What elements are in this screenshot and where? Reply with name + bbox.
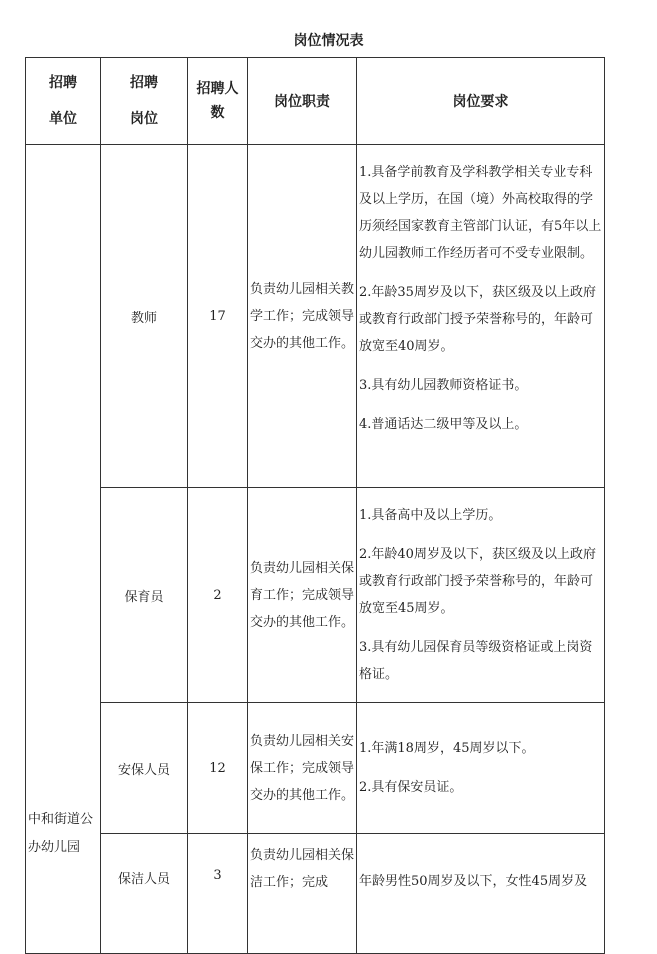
position-cell: 安保人员 (101, 703, 188, 834)
header-count: 招聘人 数 (188, 58, 248, 145)
duty-cell: 负责幼儿园相关保育工作；完成领导交办的其他工作。 (248, 488, 357, 703)
requirement-item: 3.具有幼儿园教师资格证书。 (359, 378, 528, 393)
table-title: 岗位情况表 (293, 33, 364, 49)
requirement-item: 年龄男性50周岁及以下，女性45周岁及 (359, 874, 588, 889)
header-position: 招聘 岗位 (101, 58, 188, 145)
position-cell: 保洁人员 (101, 834, 188, 954)
table-row (26, 488, 605, 703)
requirement-cell (357, 834, 605, 954)
table-row (26, 703, 605, 834)
table-row (26, 145, 605, 488)
requirement-item: 4.普通话达二级甲等及以上。 (359, 417, 528, 432)
requirement-item: 1.年满18周岁，45周岁以下。 (359, 741, 535, 756)
position-cell: 保育员 (101, 488, 188, 703)
requirement-cell (357, 488, 605, 703)
requirement-item: 3.具有幼儿园保育员等级资格证或上岗资格证。 (359, 640, 593, 682)
requirement-item: 2.具有保安员证。 (359, 780, 463, 795)
duty-cell: 负责幼儿园相关教学工作；完成领导交办的其他工作。 (248, 145, 357, 488)
count-cell: 17 (188, 145, 248, 488)
header-requirement: 岗位要求 (357, 58, 605, 145)
header-duty: 岗位职责 (248, 58, 357, 145)
table-row (26, 834, 605, 954)
requirement-cell (357, 145, 605, 488)
requirement-item: 1.具备学前教育及学科教学相关专业专科及以上学历，在国（境）外高校取得的学历须经国家教育主管部门认证，有5年以上幼儿园教师工作经历者可不受专业限制。 (359, 165, 602, 261)
position-cell: 教师 (101, 145, 188, 488)
requirement-cell (357, 703, 605, 834)
count-cell: 3 (188, 834, 248, 954)
requirement-item: 2.年龄40周岁及以下，获区级及以上政府或教育行政部门授予荣誉称号的，年龄可放宽至45周岁。 (359, 547, 596, 616)
duty-cell: 负责幼儿园相关保洁工作；完成 (248, 834, 357, 954)
requirement-item: 1.具备高中及以上学历。 (359, 508, 502, 523)
requirement-item: 2.年龄35周岁及以下，获区级及以上政府或教育行政部门授予荣誉称号的，年龄可放宽至40周岁。 (359, 285, 596, 354)
position-table (25, 57, 605, 954)
duty-cell: 负责幼儿园相关安保工作；完成领导交办的其他工作。 (248, 703, 357, 834)
header-row (26, 58, 605, 145)
unit-name: 中和街道公办幼儿园 (28, 812, 94, 855)
unit-name-cell (26, 145, 101, 954)
count-cell: 12 (188, 703, 248, 834)
count-cell: 2 (188, 488, 248, 703)
header-unit: 招聘 单位 (26, 58, 101, 145)
